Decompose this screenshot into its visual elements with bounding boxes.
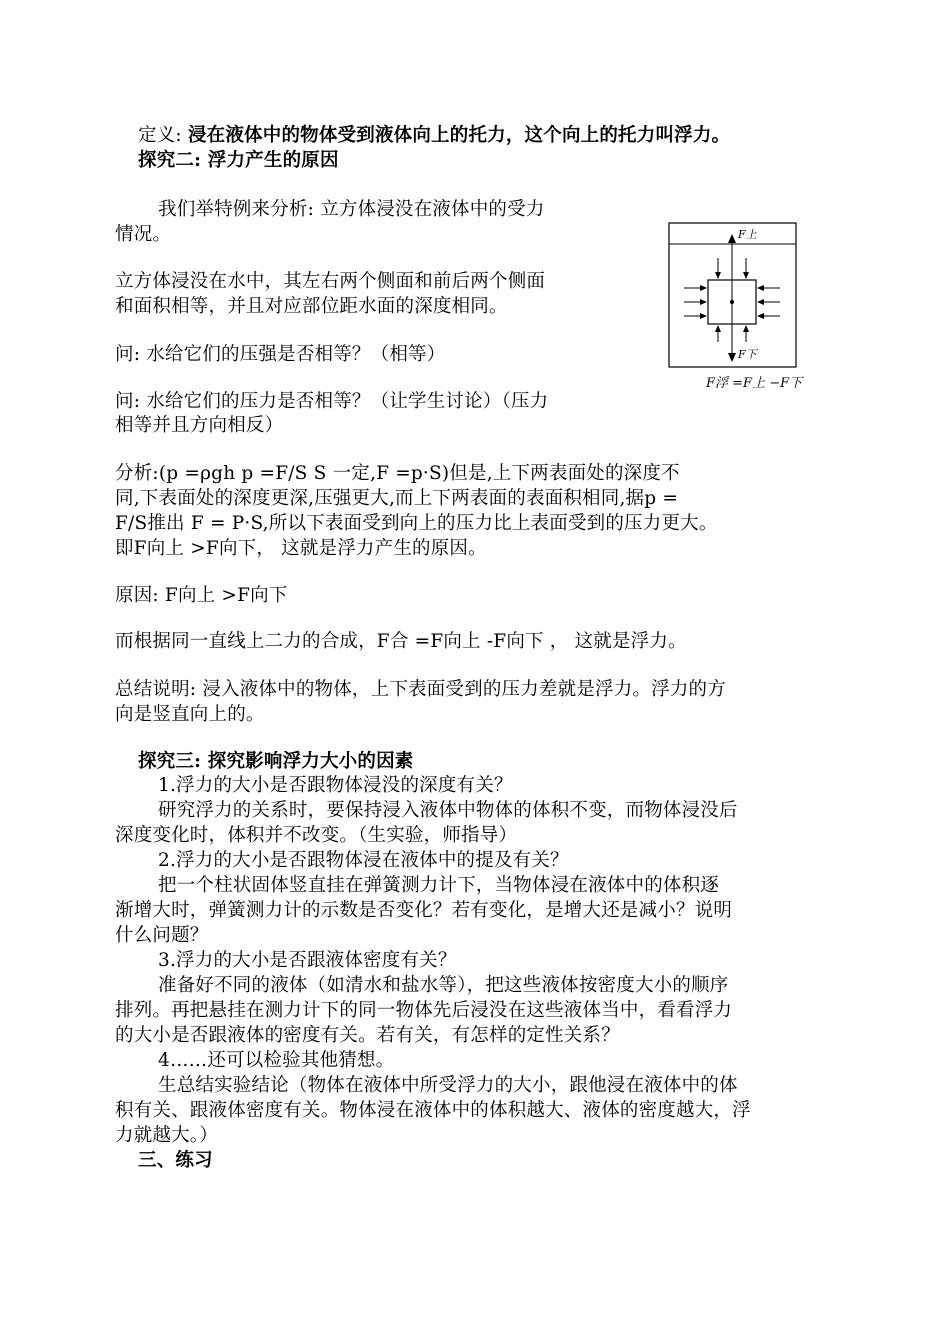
section3-line: 2.浮力的大小是否跟物体浸在液体中的提及有关？ <box>158 850 569 871</box>
section3-line: 1.浮力的大小是否跟物体浸没的深度有关？ <box>158 775 513 796</box>
figure-caption: F浮 =F上 −F下 <box>706 376 803 391</box>
analysis-line: F/S推出 F = P·S,所以下表面受到向上的压力比上表面受到的压力更大。 <box>115 513 718 534</box>
section3-line: 3.浮力的大小是否跟液体密度有关？ <box>158 950 457 971</box>
question-line: 问: 水给它们的压强是否相等？（相等） <box>115 344 446 365</box>
cube-force-diagram-icon <box>668 222 798 372</box>
section3-line: 4……还可以检验其他猜想。 <box>158 1050 395 1071</box>
question-line: 问: 水给它们的压力是否相等？（让学生讨论）（压力 <box>115 391 549 412</box>
section3-line: 的大小是否跟液体的密度有关。若有关，有怎样的定性关系？ <box>115 1025 620 1046</box>
section3-line: 什么问题？ <box>115 925 209 946</box>
section4-heading: 三、练习 <box>138 1150 213 1171</box>
section3-line: 深度变化时，体积并不改变。（生实验，师指导） <box>115 825 518 846</box>
section3-line: 积有关、跟液体密度有关。物体浸在液体中的体积越大、液体的密度越大，浮 <box>115 1100 751 1121</box>
analysis-line: 分析:(p =ρgh p =F/S S 一定,F =p·S)但是,上下两表面处的深度不 <box>115 463 680 484</box>
section3-heading: 探究三: 探究影响浮力大小的因素 <box>138 751 414 772</box>
section3-line: 生总结实验结论（物体在液体中所受浮力的大小，跟他浸在液体中的体 <box>158 1075 738 1096</box>
question-line: 相等并且方向相反） <box>115 415 284 436</box>
section3-line: 排列。再把悬挂在测力计下的同一物体先后浸没在这些液体当中，看看浮力 <box>115 1000 733 1021</box>
definition-label: 定义: <box>138 125 182 146</box>
analysis-line: 即F向上 >F向下， 这就是浮力产生的原因。 <box>115 538 487 559</box>
analysis-line: 同,下表面处的深度更深,压强更大,而上下两表面的表面积相同,据p = <box>115 488 679 509</box>
svg-text:F上: F上 <box>738 228 757 241</box>
section2-heading: 探究二: 浮力产生的原因 <box>138 150 339 171</box>
reason-line: 原因: F向上 >F向下 <box>115 585 288 606</box>
section3-line: 渐增大时，弹簧测力计的示数是否变化？若有变化，是增大还是减小？说明 <box>115 900 733 921</box>
paragraph-line: 立方体浸没在水中，其左右两个侧面和前后两个侧面 <box>115 271 546 292</box>
definition-line <box>138 124 730 148</box>
summary-line: 总结说明: 浸入液体中的物体，上下表面受到的压力差就是浮力。浮力的方 <box>115 679 726 700</box>
section3-line: 准备好不同的液体（如清水和盐水等），把这些液体按密度大小的顺序 <box>158 975 729 996</box>
section3-line: 力就越大。） <box>115 1125 218 1146</box>
section3-line: 研究浮力的关系时，要保持浸入液体中物体的体积不变，而物体浸没后 <box>158 800 738 821</box>
paragraph-line: 和面积相等，并且对应部位距水面的深度相同。 <box>115 296 508 317</box>
combine-line: 而根据同一直线上二力的合成，F合 =F向上 -F向下 ， 这就是浮力。 <box>115 631 687 652</box>
section3-line: 把一个柱状固体竖直挂在弹簧测力计下，当物体浸在液体中的体积逐 <box>158 875 720 896</box>
paragraph-line: 我们举特例来分析: 立方体浸没在液体中的受力 <box>158 199 545 220</box>
definition-text: 浸在液体中的物体受到液体向上的托力，这个向上的托力叫浮力。 <box>187 125 731 146</box>
summary-line: 向是竖直向上的。 <box>115 704 265 725</box>
paragraph-line: 情况。 <box>115 224 172 245</box>
svg-text:F下: F下 <box>738 348 757 361</box>
